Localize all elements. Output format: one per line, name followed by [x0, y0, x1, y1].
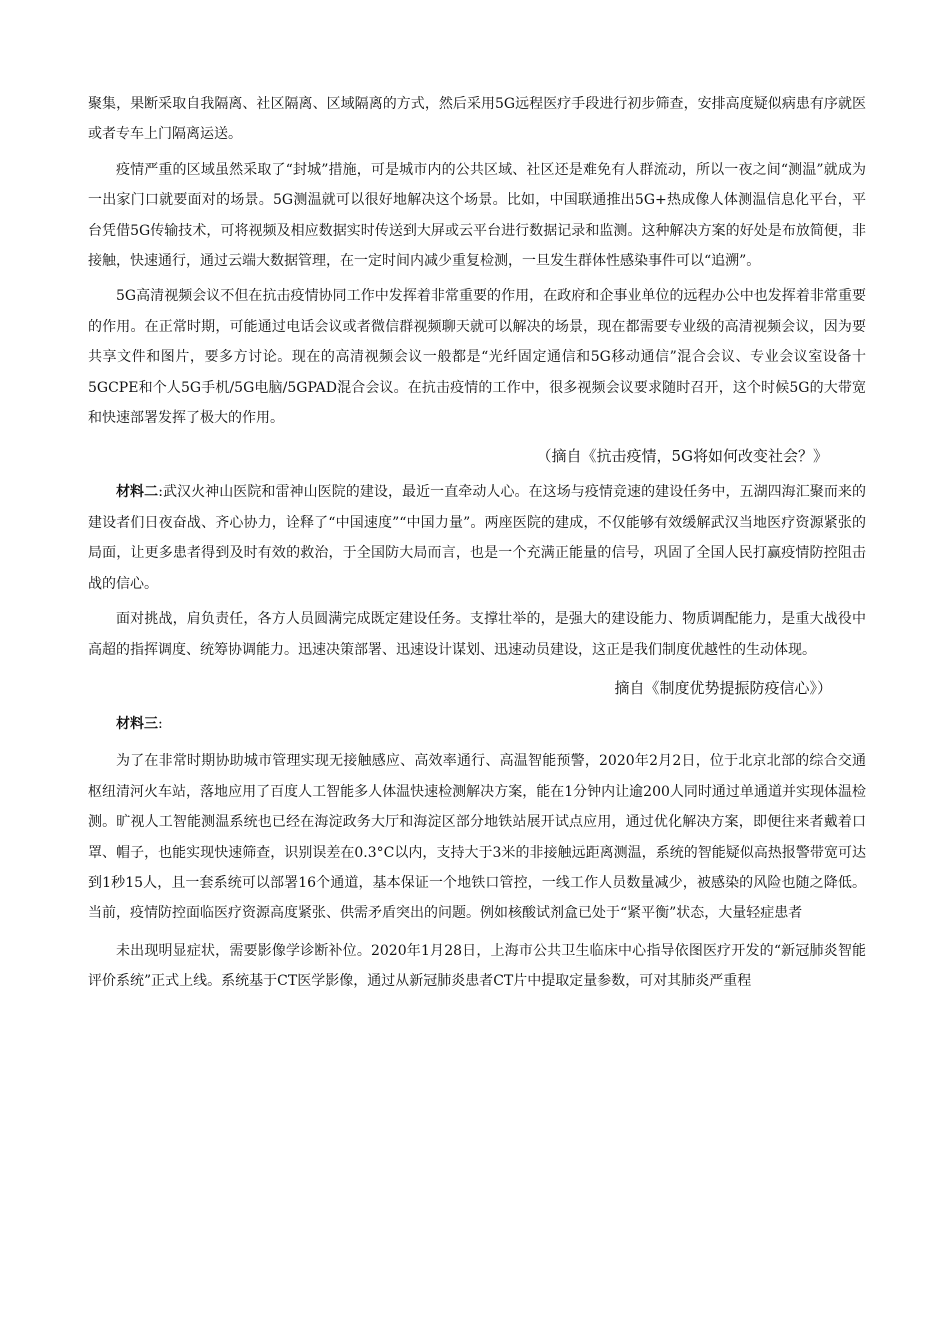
paragraph-continuation: 聚集，果断采取自我隔离、社区隔离、区域隔离的方式，然后采用5G远程医疗手段进行初步筛查，安排高度疑似病患有序就医或者专车上门隔离运送。 [88, 96, 866, 143]
source-citation-2: 摘自《制度优势提振防疫信心》） [614, 678, 832, 697]
paragraph-5g-video-conference: 5G高清视频会议不但在抗击疫情协同工作中发挥着非常重要的作用，在政府和企事业单位的远程办公中也发挥着非常重要的作用。在正常时期，可能通过电话会议或者微信群视频聊天就可以解决的场景，现在都需要专业级的高清视频会议，因为要共享文件和图片，要多方讨论。现在的高清视频会议一般都是“光纤固定通信和5G移动通信”混合会议、专业会议室设备十5GCPE和个人5G手机/5G电脑/5GPAD混合会议。在抗击疫情的工作中，很多视频会议要求随时召开，这个时候5G的大带宽和快速部署发挥了极大的作用。 [88, 288, 866, 427]
material-three-heading [88, 709, 866, 739]
paragraph-challenge: 面对挑战，肩负责任，各方人员圆满完成既定建设任务。支撑壮举的，是强大的建设能力、物质调配能力，是重大战役中高超的指挥调度、统筹协调能力。迅速决策部署、迅速设计谋划、迅速动员建设，这正是我们制度优越性的生动体现。 [88, 611, 866, 658]
paragraph-ai-thermometry: 为了在非常时期协助城市管理实现无接触感应、高效率通行、高温智能预警，2020年2月2日，位于北京北部的综合交通枢纽清河火车站，落地应用了百度人工智能多人体温快速检测解决方案，能在1分钟内让逾200人同时通过单通道并实现体温检测。旷视人工智能测温系统也已经在海淀政务大厅和海淀区部分地铁站展开试点应用，通过优化解决方案，即便往来者戴着口罩、帽子，也能实现快速筛查，识别误差在0.3°C以内，支持大于3米的非接触远距离测温，系统的智能疑似高热报警带宽可达到1秒15人，且一套系统可以部署16个通道，基本保证一个地铁口管控，一线工作人员数量减少，被感染的风险也随之降低。当前，疫情防控面临医疗资源高度紧张、供需矛盾突出的问题。例如核酸试剂盒已处于“紧平衡”状态，大量轻症患者 [88, 753, 866, 922]
paragraph-5g-thermometry: 疫情严重的区域虽然采取了“封城”措施，可是城市内的公共区域、社区还是难免有人群流动，所以一夜之间“测温”就成为一出家门口就要面对的场景。5G测温就可以很好地解决这个场景。比如，中国联通推出5G+热成像人体测温信息化平台，平台凭借5G传输技术，可将视频及相应数据实时传送到大屏或云平台进行数据记录和监测。这种解决方案的好处是布放简便，非接触，快速通行，通过云端大数据管理，在一定时间内减少重复检测，一旦发生群体性感染事件可以“追溯”。 [88, 161, 866, 270]
material-three-label: 材料三 [116, 715, 158, 732]
material-two-label: 材料二 [116, 484, 159, 501]
material-two-text: :武汉火神山医院和雷神山医院的建设，最近一直牵动人心。在这场与疫情竞速的建设任务中，五湖四海汇聚而来的建设者们日夜奋战、齐心协力，诠释了“中国速度”“中国力量”。两座医院的建成，不仅能够有效缓解武汉当地医疗资源紧张的局面，让更多患者得到及时有效的救治，于全国防大局而言，也是一个充满正能量的信号，巩固了全国人民打赢疫情防控阻击战的信心。 [88, 484, 866, 592]
paragraph-ct-evaluation: 未出现明显症状，需要影像学诊断补位。2020年1月28日，上海市公共卫生临床中心指导依图医疗开发的“新冠肺炎智能评价系统”正式上线。系统基于CT医学影像，通过从新冠肺炎患者CT片中提取定量参数，可对其肺炎严重程 [88, 942, 866, 990]
source-citation-1: （摘自《抗击疫情，5G将如何改变社会？》 [536, 447, 828, 466]
material-three-colon: : [158, 715, 163, 732]
material-two-paragraph [88, 477, 866, 599]
